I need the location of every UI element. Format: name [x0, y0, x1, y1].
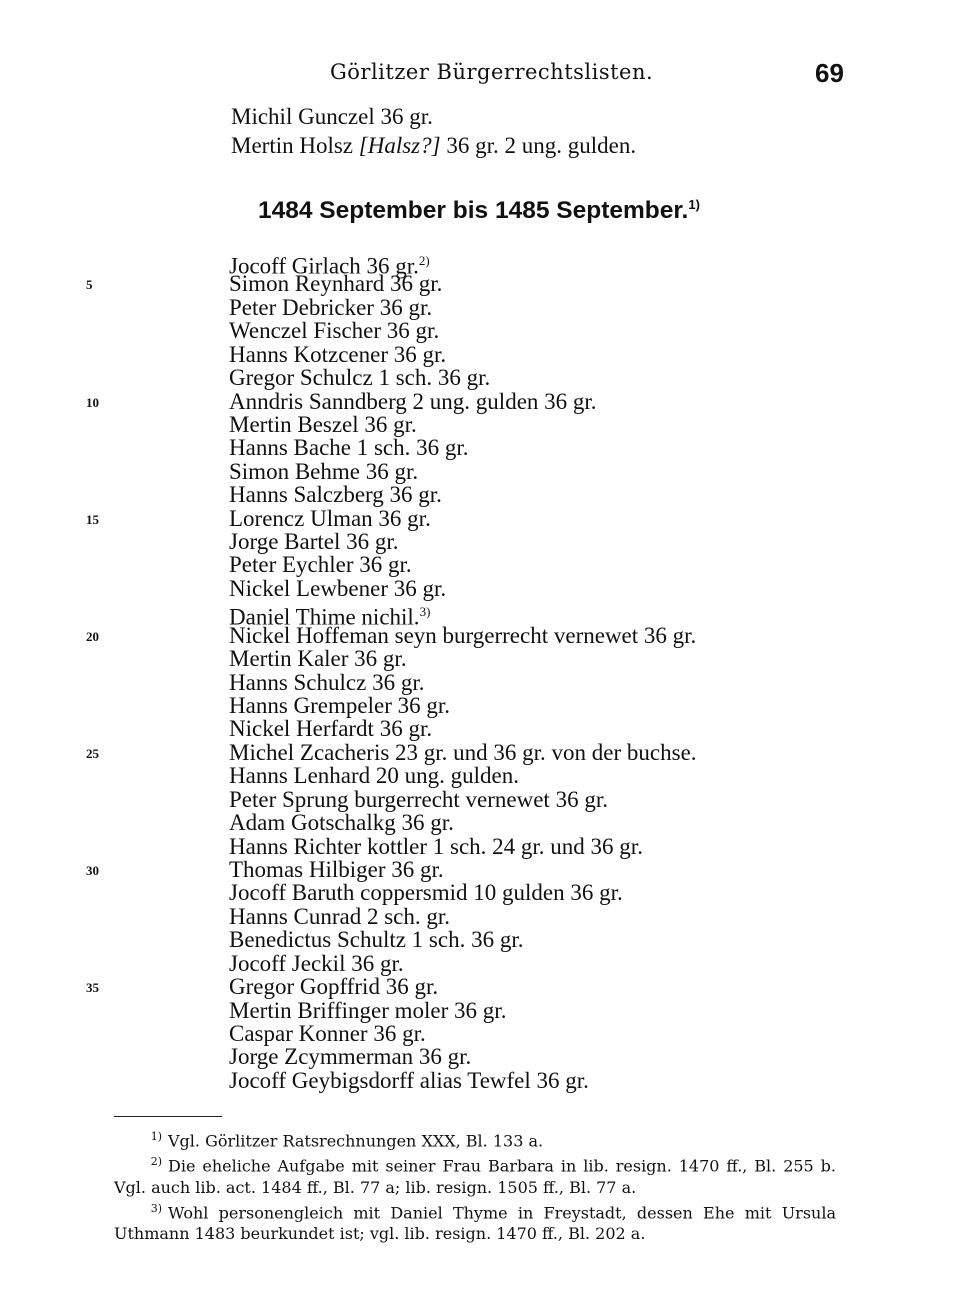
line-number: 15 — [86, 511, 99, 527]
line-number: 25 — [86, 746, 99, 762]
entry-line — [231, 131, 636, 160]
footnote — [114, 1126, 836, 1151]
list-item — [229, 1045, 697, 1068]
line-number: 20 — [86, 628, 99, 644]
entry-text: Nickel Lewbener 36 gr. — [229, 575, 447, 601]
section-heading — [258, 197, 700, 225]
entry-text: Anndris Sanndberg 2 ung. gulden 36 gr. — [229, 388, 597, 414]
entry-line: Michil Gunczel 36 gr. — [231, 104, 433, 129]
entry-text: Mertin Holsz — [231, 133, 359, 158]
entry-text: Hanns Salczberg 36 gr. — [229, 482, 442, 508]
list-item — [229, 764, 697, 787]
line-number: 10 — [86, 394, 99, 410]
header-title: Görlitzer Bürgerrechtslisten. — [330, 60, 654, 84]
entry-text: Hanns Schulcz 36 gr. — [229, 669, 425, 695]
footnote-mark: 2) — [150, 1155, 162, 1169]
entry-text: Jocoff Geybigsdorff alias Tewfel 36 gr. — [229, 1067, 589, 1093]
entry-text: Daniel Thime nichil. — [229, 604, 420, 630]
entry-text: Hanns Cunrad 2 sch. gr. — [229, 903, 451, 929]
entry-text: Thomas Hilbiger 36 gr. — [229, 856, 444, 882]
entry-text: Nickel Herfardt 36 gr. — [229, 716, 433, 742]
entry-text: Jorge Zcymmerman 36 gr. — [229, 1044, 472, 1070]
entry-text: Mertin Briffinger moler 36 gr. — [229, 997, 507, 1023]
entry-text: Adam Gotschalkg 36 gr. — [229, 810, 454, 836]
list-item — [229, 1022, 697, 1045]
entry-text: Hanns Richter kottler 1 sch. 24 gr. und 36 gr. — [229, 833, 643, 859]
list-item — [229, 952, 697, 975]
list-item — [229, 296, 697, 319]
footnote-ref: 1) — [688, 197, 700, 212]
entry-text: Michel Zcacheris 23 gr. und 36 gr. von der buchse. — [229, 739, 697, 765]
entry-text: Jocoff Baruth coppersmid 10 gulden 36 gr. — [229, 880, 623, 906]
continued-entries — [231, 102, 636, 160]
entry-text: Hanns Bache 1 sch. 36 gr. — [229, 435, 469, 461]
entry-text: Jocoff Jeckil 36 gr. — [229, 950, 404, 976]
list-item — [229, 436, 697, 459]
entry-text: Peter Sprung burgerrecht vernewet 36 gr. — [229, 786, 608, 812]
section-heading-text: 1484 September bis 1485 September. — [258, 197, 689, 225]
list-item — [229, 788, 697, 811]
list-item — [229, 717, 697, 740]
list-item — [229, 553, 697, 576]
list-item — [229, 272, 697, 295]
footnote-mark: 1) — [150, 1130, 162, 1143]
entry-text: Simon Reynhard 36 gr. — [229, 271, 443, 297]
entry-text: Gregor Schulcz 1 sch. 36 gr. — [229, 365, 491, 391]
entry-text: Hanns Grempeler 36 gr. — [229, 693, 450, 719]
footnote-text: Wohl personengleich mit Daniel Thyme in Freystadt, dessen Ehe mit Ursula Uthmann 1483 beurkundet ist; vgl. lib. resign. 1470 ff., Bl. 202 a. — [114, 1202, 836, 1243]
line-number: 35 — [86, 980, 99, 996]
footnote — [114, 1198, 836, 1244]
entry-text: Peter Eychler 36 gr. — [229, 552, 412, 578]
footnote-ref: 3) — [419, 604, 431, 620]
list-item — [229, 600, 697, 630]
editor-conjecture: [Halsz?] — [358, 133, 441, 158]
entry-text: Simon Behme 36 gr. — [229, 458, 419, 484]
entry-text: Wenczel Fischer 36 gr. — [229, 318, 440, 344]
entry-text: 36 gr. 2 ung. gulden. — [440, 133, 637, 158]
list-item — [229, 1069, 697, 1092]
entry-text: Benedictus Schultz 1 sch. 36 gr. — [229, 927, 524, 953]
list-item — [229, 413, 697, 436]
list-item — [229, 694, 697, 717]
list-item — [229, 835, 697, 858]
citizen-list — [229, 249, 697, 1092]
list-item — [229, 390, 697, 413]
list-item — [229, 858, 697, 881]
list-item — [229, 671, 697, 694]
list-item — [229, 507, 697, 530]
list-item — [229, 483, 697, 506]
entry-text: Gregor Gopffrid 36 gr. — [229, 974, 439, 1000]
list-item — [229, 647, 697, 670]
list-item — [229, 999, 697, 1022]
line-number: 5 — [86, 277, 93, 293]
entry-text: Peter Debricker 36 gr. — [229, 294, 433, 320]
entry-text: Hanns Kotzcener 36 gr. — [229, 341, 447, 367]
entry-text: Caspar Konner 36 gr. — [229, 1020, 426, 1046]
footnote-text: Vgl. Görlitzer Ratsrechnungen XXX, Bl. 133 a. — [168, 1131, 544, 1151]
list-item — [229, 905, 697, 928]
entry-text: Lorencz Ulman 36 gr. — [229, 505, 431, 531]
footnote-text: Die eheliche Aufgabe mit seiner Frau Barbara in lib. resign. 1470 ff., Bl. 255 b. Vgl. auch lib. act. 1484 ff., Bl. 77 a; lib. resign. 1505 ff., Bl. 77 a. — [114, 1156, 836, 1197]
list-item — [229, 975, 697, 998]
list-item — [229, 624, 697, 647]
entry-text: Nickel Hoffeman seyn burgerrecht vernewet 36 gr. — [229, 622, 697, 648]
page-number: 69 — [815, 58, 844, 88]
list-item — [229, 577, 697, 600]
list-item — [229, 811, 697, 834]
footnotes — [114, 1126, 836, 1244]
footnote-mark: 3) — [150, 1201, 162, 1215]
entry-text: Mertin Kaler 36 gr. — [229, 646, 407, 672]
footnote-rule — [114, 1116, 222, 1117]
list-item — [229, 319, 697, 342]
list-item — [229, 366, 697, 389]
list-item — [229, 343, 697, 366]
list-item — [229, 249, 697, 279]
entry-text: Jocoff Girlach 36 gr. — [229, 253, 419, 279]
entry-text: Mertin Beszel 36 gr. — [229, 411, 417, 437]
footnote — [114, 1151, 836, 1197]
entry-text: Hanns Lenhard 20 ung. gulden. — [229, 763, 519, 789]
list-item — [229, 928, 697, 951]
list-item — [229, 460, 697, 483]
list-item — [229, 741, 697, 764]
entry-text: Jorge Bartel 36 gr. — [229, 529, 399, 555]
line-number: 30 — [86, 863, 99, 879]
footnote-ref: 2) — [418, 253, 430, 268]
list-item — [229, 530, 697, 553]
list-item — [229, 881, 697, 904]
